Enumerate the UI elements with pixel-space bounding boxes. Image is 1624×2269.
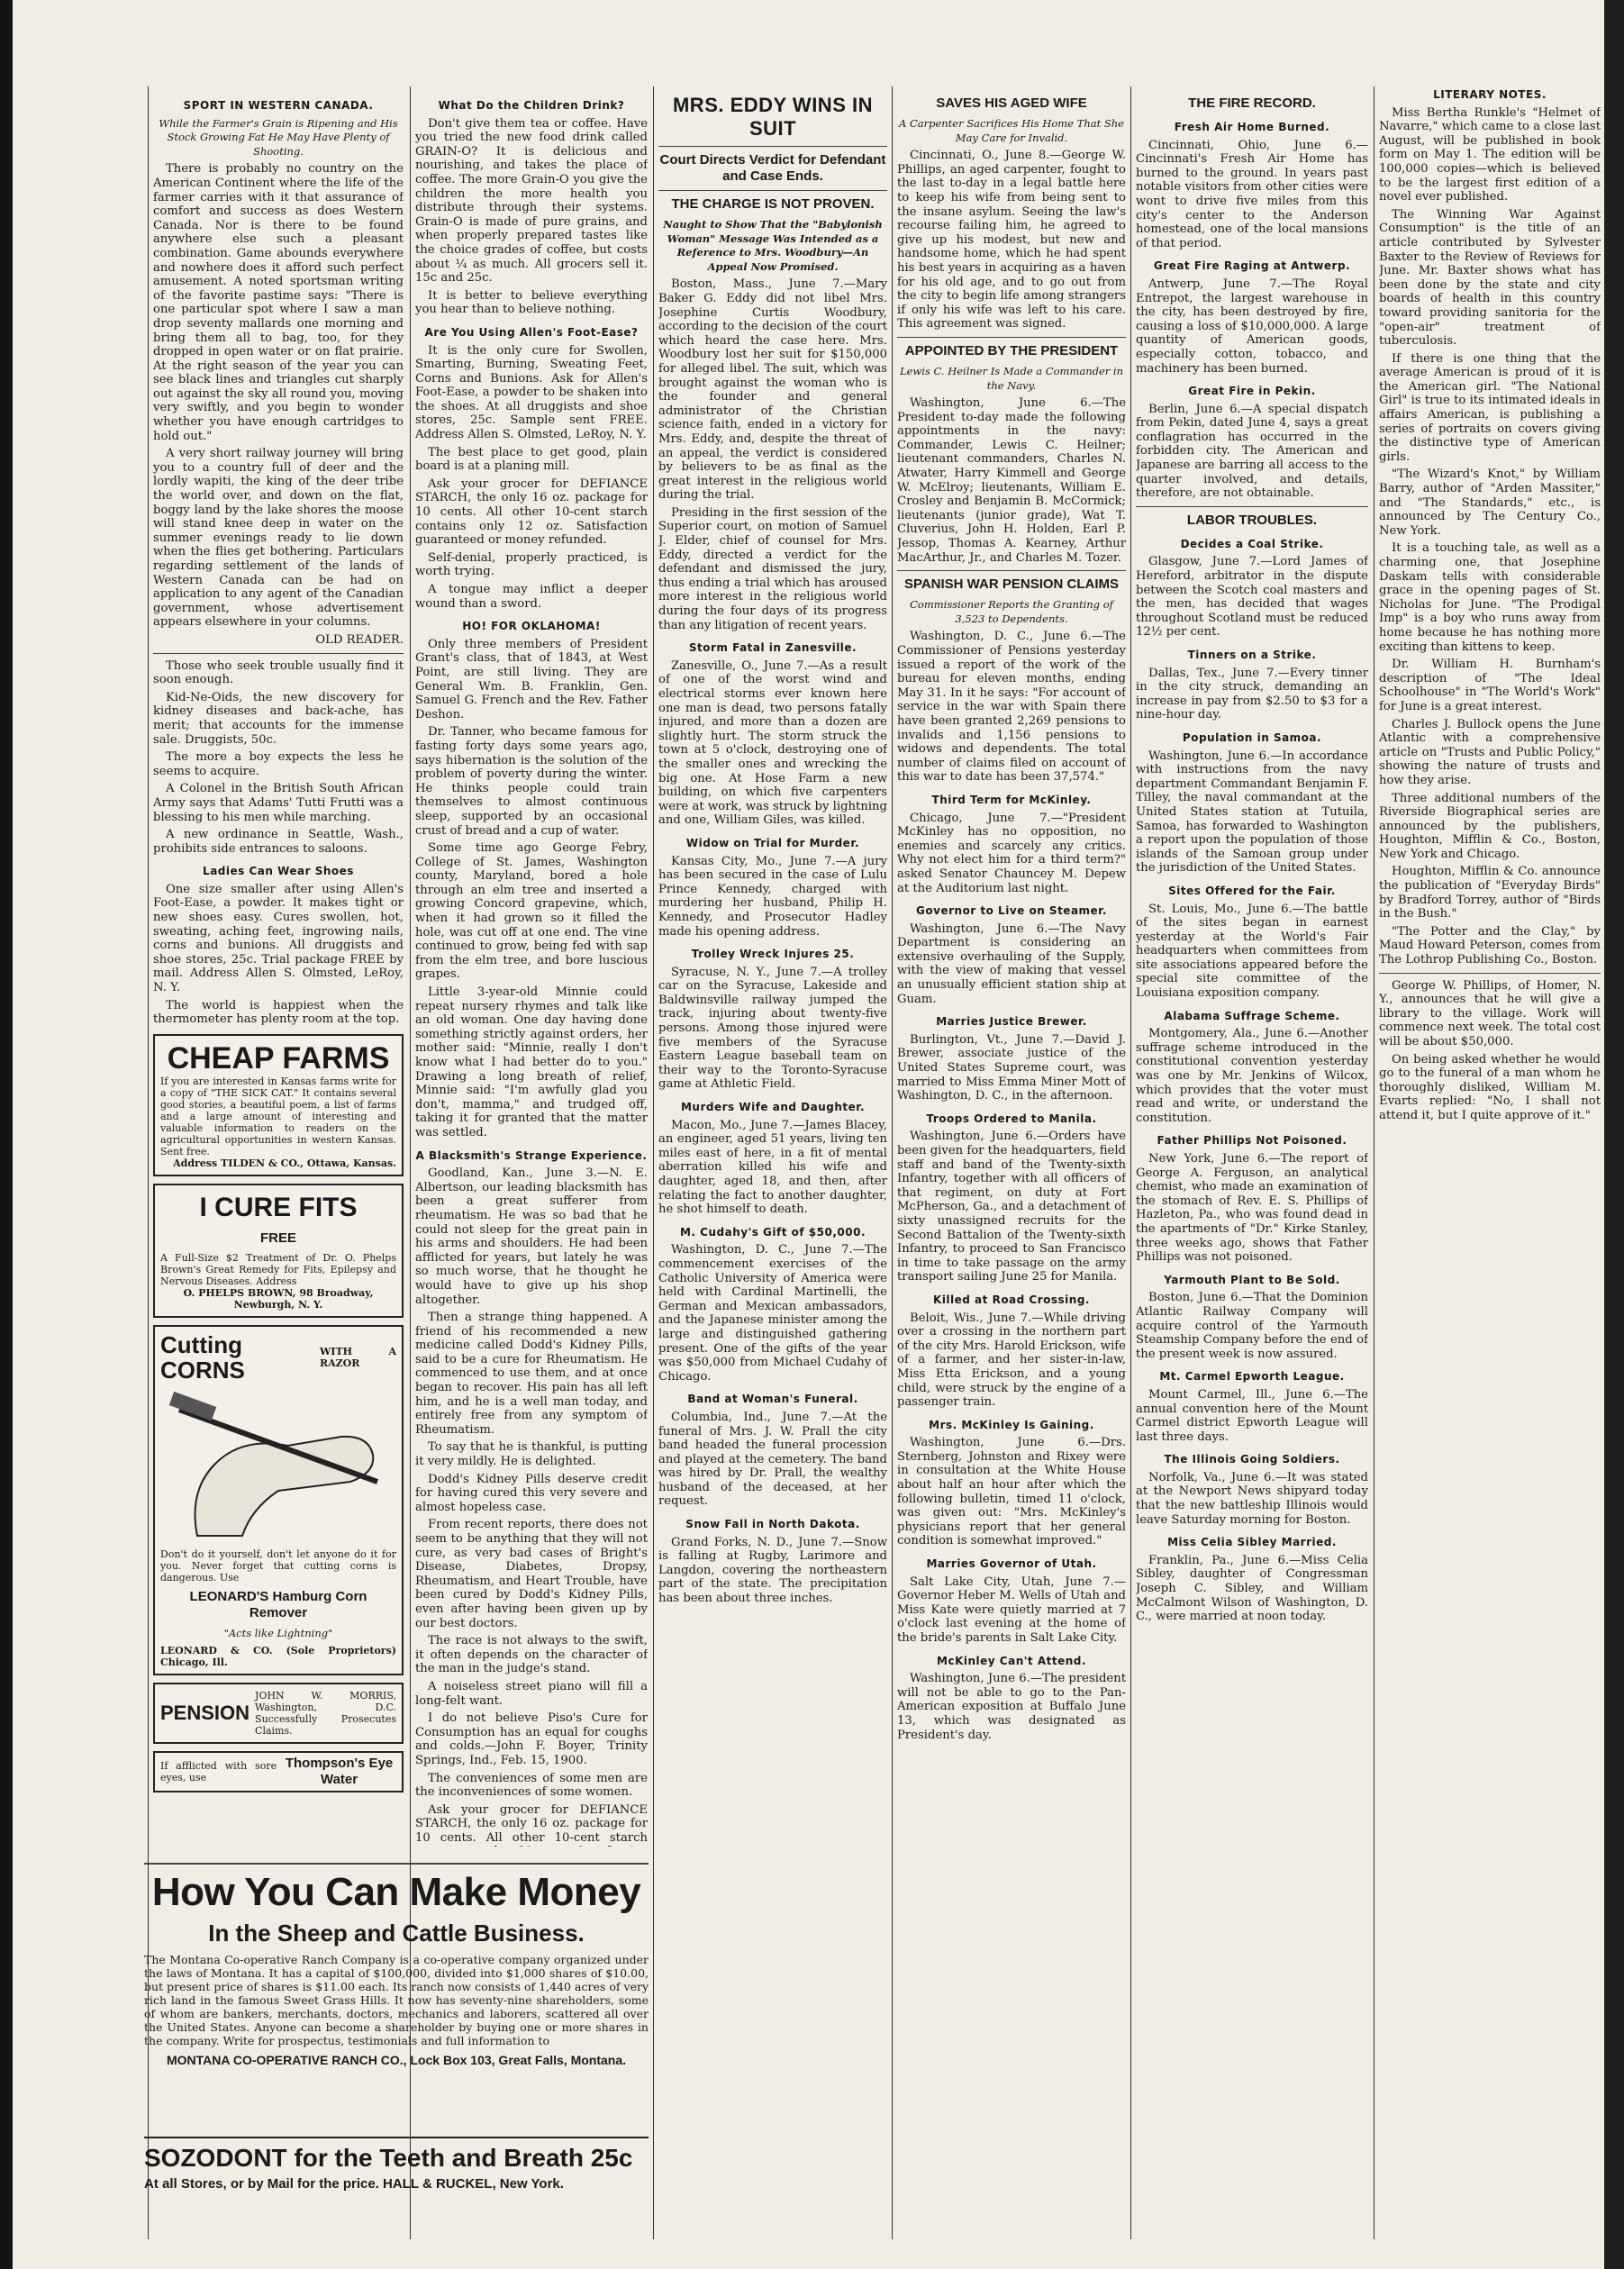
deck: Court Directs Verdict for Defendant and Case Ends. [659,152,886,184]
paragraph: A new ordinance in Seattle, Wash., prohibits side entrances to saloons. [153,828,404,856]
paragraph: Washington, June 6.—Drs. Sternberg, Johnston and Rixey were in consultation at the White House about half an hour after which the following bulletin, timed 11 o'clock, was given out: "Mrs. McKinley's physicians report that her general condition is somewhat improved." [897,1436,1126,1548]
paragraph: The Winning War Against Consumption" is the title of an article contributed by Sylvester Baxter to the Review of Reviews for June. Mr. Baxter shows what has been done by the state and city boards of health in this country toward providing sanitoria for the "open-air" treatment of tuberculosis. [1379,207,1601,349]
article-title: What Do the Children Drink? [438,99,625,112]
article-title: SPANISH WAR PENSION CLAIMS [903,576,1120,593]
divider [144,1863,649,1865]
paragraph: Montgomery, Ala., June 6.—Another suffrage scheme introduced in the constitutional convention yesterday was one by Mr. Jenkins of Wilcox, which provides that the voter must read and write, or understand the constitution. [1136,1027,1368,1125]
section-title: Decides a Coal Strike. [1180,537,1324,550]
ad-subtitle: WITH A RAZOR [319,1345,396,1369]
paragraph: The conveniences of some men are the inconveniences of some women. [415,1771,648,1800]
ad-text: A Full-Size $2 Treatment of Dr. O. Phelps Brown's Great Remedy for Fits, Epilepsy and Nervous Diseases. Address [160,1251,396,1287]
ad-text: JOHN W. MORRIS, Washington, D.C. Successfully Prosecutes Claims. [255,1690,396,1737]
column-rule [1374,86,1375,2239]
paragraph: There is probably no country on the American Continent where the life of the farmer carries with it that assurance of comfort and success as does Western Canada. Nor is there to be found anywhere else such a pleasant combination. Game abounds everywhere and nowhere does it afford such perfect amusement. A noted sportsman writing of the favorite pastime says: "There is one particular spot where I saw a man drop seventy mallards one morning and bring them all to bag, too, for they dropped in open water or on flat prairie. At the right season of the year you can see black lines and triangles cut sharply out against the sky all round you, moving very swiftly, and you begin to wonder whether you have enough cartridges to hold out." [153,162,404,443]
paragraph: Then a strange thing happened. A friend of his recommended a new medicine called Dodd's Kidney Pills, said to be a cure for Rheumatism. He commenced to use them, and at once began to recover. His pain has all left him, and he is a well man today, and entirely free from any symptom of Rheumatism. [415,1311,648,1437]
ad-prefix: If afflicted with sore eyes, use [160,1760,277,1783]
ad-product: LEONARD'S Hamburg Corn Remover [189,1589,367,1621]
section-title: Widow on Trial for Murder. [685,836,860,849]
paragraph: From recent reports, there does not seem to be anything that they will not cure, as very bad cases of Bright's Disease, Diabetes, Dropsy, Rheumatism, and Heart Trouble, have been cured by Dodd's Kidney Pills, even after having been given up by our best doctors. [415,1518,648,1630]
paragraph: Little 3-year-old Minnie could repeat nursery rhymes and talk like an old woman. One day having done something strictly against orders, her mother said: "Minnie, really I don't know what I had better do to you." Drawing a long breath of relief, Minnie said: "I'm awfully glad you don't, mamma," and trudged off, taking it for granted that the matter was settled. [415,985,648,1139]
paragraph: Goodland, Kan., June 3.—N. E. Albertson, our leading blacksmith has been a great sufferer from rheumatism. He was so bad that he could not sleep for the great pain in his arms and shoulders. He had been afflicted for years, but lately he was so much worse, that he thought he would have to give up his shop altogether. [415,1166,648,1307]
ad-cure-fits [153,1184,404,1318]
article-title: LITERARY NOTES. [1433,88,1547,101]
paragraph: Burlington, Vt., June 7.—David J. Brewer, associate justice of the United States Supreme court, was married to Miss Emma Miner Mott of Washington, D. C., in the afternoon. [897,1032,1126,1103]
paragraph: Antwerp, June 7.—The Royal Entrepot, the largest warehouse in the city, has been destroyed by fire, causing a loss of $10,000,000. A large quantity of American goods, especially cotton, tobacco, and machinery has been burned. [1136,277,1368,376]
paragraph: On being asked whether he would go to the funeral of a man whom he thoroughly disliked, William M. Evarts replied: "No, I shall not attend it, but I quite approve of it." [1379,1052,1601,1122]
ad-eye-water [153,1751,404,1793]
paragraph: Glasgow, June 7.—Lord James of Hereford, arbitrator in the dispute between the Scotch coal masters and the men, has decided that wages throughout Scotland must be reduced 12½ per cent. [1136,555,1368,640]
ad-subtitle: FREE [259,1230,296,1246]
ad-title: I CURE FITS [199,1192,358,1222]
article-title: APPOINTED BY THE PRESIDENT [904,342,1119,359]
paragraph: Three additional numbers of the Riverside Biographical series are announced by the publishers, Houghton, Mifflin & Co., Boston, New York and Chicago. [1379,791,1601,861]
paragraph: The best place to get good, plain board is at a planing mill. [415,445,648,474]
section-title: Are You Using Allen's Foot-Ease? [424,325,639,339]
paragraph: A Colonel in the British South African Army says that Adams' Tutti Frutti was a blessing to his men while marching. [153,782,404,824]
divider [897,570,1126,571]
paragraph: A very short railway journey will bring you to a country full of deer and the lordly wapiti, the king of the deer tribe the world over, and down on the flat, boggy land by the lake shores the moose will stand knee deep in water on the summer evenings ready to lie down when the flies get bothering. Particulars regarding settlement of the lands of Western Canada can be had on application to any agent of the Canadian government, whose advertisement appears elsewhere in your columns. [153,447,404,630]
deck: THE CHARGE IS NOT PROVEN. [671,196,875,212]
paragraph: Boston, Mass., June 7.—Mary Baker G. Eddy did not libel Mrs. Josephine Curtis Woodbury, according to the decision of the court which heard the case here. Mrs. Woodbury lost her suit for $150,000 for alleged libel. The suit, which was brought against the woman who is the founder and general administrator of the Christian science faith, ended in a victory for Mrs. Eddy, and, despite the threat of an appeal, the verdict is considered by believers to be as final as the great interest in the religious world during the trial. [658,277,887,503]
paragraph: Franklin, Pa., June 6.—Miss Celia Sibley, daughter of Congressman Joseph C. Sibley, and William McCalmont Wilson of Washington, D. C., were married at noon today. [1136,1553,1368,1624]
paragraph: Miss Bertha Runkle's "Helmet of Navarre," which came to a close last August, will be published in book form on May 1. The edition will be 100,000 copies—which is believed to be the largest first edition of a novel ever published. [1379,105,1601,204]
paragraph: A noiseless street piano will fill a long-felt want. [415,1679,648,1708]
ad-address: Address TILDEN & CO., Ottawa, Kansas. [173,1157,396,1169]
paragraph: Kansas City, Mo., June 7.—A jury has been secured in the case of Lulu Prince Kennedy, charged with murdering her husband, Philip H. Kennedy, and Prosecutor Hadley made his opening address. [658,854,887,939]
section-title: Marries Justice Brewer. [936,1015,1087,1029]
paragraph: Washington, June 6.—The President to-day made the following appointments in the navy: Commander, Lewis C. Heilner; lieutenant commanders, Charles N. Atwater, Harry Kimmell and George W. McElroy; lieutenants, William E. Crosley and Benjamin B. McCormick; lieutenants (junior grade), Wat T. Cluverius, John H. Holden, Earl P. Jessop, Thomas A. Kearney, Arthur MacArthur, Jr., and Charles M. Tozer. [897,396,1126,565]
article-title: LABOR TROUBLES. [1186,512,1318,528]
section-title: Alabama Suffrage Scheme. [1164,1009,1340,1022]
signature: OLD READER. [315,632,404,647]
ad-title: Thompson's Eye Water [285,1756,394,1787]
paragraph: George W. Phillips, of Homer, N. Y., announces that he will give a library to the village. Work will commence next week. The total cost will be about $50,000. [1379,978,1601,1048]
divider [1136,506,1368,507]
section-title: Trolley Wreck Injures 25. [691,948,855,961]
paragraph: Some time ago George Febry, College of St. James, Washington county, Maryland, bored a hole through an elm tree and inserted a growing Concord grapevine, which, when it had grown so it filled the hole, was cut off at one end. The vine continued to grow, being fed with sap from the elm tree, and bore luscious grapes. [415,841,648,982]
ad-address: LEONARD & CO. (Sole Proprietors) Chicago, Ill. [160,1645,396,1668]
paragraph: St. Louis, Mo., June 6.—The battle of the sites began in earnest yesterday at the World's Fair headquarters when committees from site associations appeared before the special site committee of the Louisiana exposition company. [1136,902,1368,1001]
section-title: Mrs. McKinley Is Gaining. [929,1418,1094,1431]
section-title: Great Fire Raging at Antwerp. [1153,259,1351,273]
razor-foot-illustration-icon [160,1383,396,1545]
section-title: Population in Samoa. [1182,731,1322,744]
column-1 [153,90,404,1829]
ad-title: SOZODONT for the Teeth and Breath 25c [144,2144,633,2172]
section-title: A Blacksmith's Strange Experience. [415,1148,648,1162]
section-title: HO! FOR OKLAHOMA! [462,620,601,633]
article-subtitle: While the Farmer's Grain is Ripening and His Stock Growing Fat He May Have Plenty of Shooting. [159,116,398,158]
paragraph: A tongue may inflict a deeper wound than a sword. [415,583,648,611]
paragraph: New York, June 6.—The report of George A. Ferguson, an analytical chemist, who made an examination of the stomach of Rev. E. S. Phillips of Hazleton, Pa., who was found dead in the apartments of "Dr." Kirke Stanley, three weeks ago, shows that Father Phillips was not poisoned. [1136,1152,1368,1265]
ad-subtitle: In the Sheep and Cattle Business. [208,1920,585,1947]
paragraph: Dallas, Tex., June 7.—Every tinner in the city struck, demanding an increase in pay from $2.50 to $3 for a nine-hour day. [1136,666,1368,722]
deck: Naught to Show That the "Babylonish Woman" Message Was Intended as a Reference to Mrs. Woodbury—An Appeal Now Promised. [663,218,883,273]
section-title: Band at Woman's Funeral. [687,1393,858,1406]
paragraph: Boston, June 6.—That the Dominion Atlantic Railway Company will acquire control of the Yarmouth Steamship Company before the end of the present week is now assured. [1136,1291,1368,1361]
article-title: SPORT IN WESTERN CANADA. [183,99,374,112]
ad-address: O. PHELPS BROWN, 98 Broadway, Newburgh, N. Y. [183,1286,374,1311]
divider [658,146,887,147]
paragraph: Washington, June 6.—The Navy Department is considering an extensive overhauling of the Supply, with the view of making that vessel an unusually efficient station ship at Guam. [897,921,1126,1006]
section-title: Fresh Air Home Burned. [1174,121,1330,133]
column-6 [1379,79,1601,2214]
section-title: Storm Fatal in Zanesville. [688,641,857,655]
paragraph: Charles J. Bullock opens the June Atlantic with a comprehensive article on "Trusts and Public Policy," showing the nature of trusts and how they arise. [1379,717,1601,787]
ad-title: PENSION [160,1702,250,1725]
section-title: Miss Celia Sibley Married. [1167,1536,1337,1549]
paragraph: It is a touching tale, as well as a charming one, that Josephine Daskam tells with considerable grace in the opening pages of St. Nicholas for June. "The Prodigal Imp" is a boy who runs away from home because he has nothing more exciting than kittens to keep. [1379,541,1601,654]
section-title: Third Term for McKinley. [931,793,1092,806]
paragraph: It is better to believe everything you hear than to believe nothing. [415,288,648,317]
ad-corn-remover [153,1325,404,1675]
paragraph: "The Potter and the Clay," by Maud Howard Peterson, comes from The Lothrop Publishing Co., Boston. [1379,924,1601,967]
column-rule [892,86,893,2239]
paragraph: Only three members of President Grant's class, that of 1843, at West Point, are still living. They are General Wm. B. Franklin, Gen. Samuel G. French and the Rev. Father Deshon. [415,637,648,722]
page-edge-right [1604,0,1624,2269]
paragraph: Zanesville, O., June 7.—As a result of one of the worst wind and electrical storms ever known here one man is dead, two persons fatally injured, and more than a dozen are slightly hurt. The storm struck the town at 5 o'clock, destroying one of the smaller ones and wrecking the big one. At Hose Farm a new building, on which five carpenters were at work, was struck by lightning and one, William Giles, was killed. [658,658,887,828]
paragraph: Columbia, Ind., June 7.—At the funeral of Mrs. J. W. Prall the city band headed the funeral procession and played at the cemetery. The band was hired by Dr. Prall, the wealthy husband of the deceased, at her request. [658,1410,887,1509]
paragraph: The more a boy expects the less he seems to acquire. [153,750,404,778]
ad-title: Cutting CORNS [160,1330,245,1384]
section-title: Tinners on a Strike. [1187,649,1317,661]
section-title: Yarmouth Plant to Be Sold. [1164,1273,1340,1286]
paragraph: Berlin, June 6.—A special dispatch from Pekin, dated June 4, says a great conflagration has occurred in the forbidden city. The American and Japanese are barring all access to the quarter involved, and details, therefore, are not obtainable. [1136,402,1368,501]
section-title: The Illinois Going Soldiers. [1164,1453,1340,1466]
paragraph: Syracuse, N. Y., June 7.—A trolley car on the Syracuse, Lakeside and Baldwinsville railway jumped the track, injuring about twenty-five persons. Among those injured were five members of the Syracuse Eastern League baseball team on their way to the Toronto-Syracuse game at Athletic Field. [658,965,887,1092]
article-subtitle: Commissioner Reports the Granting of 3,523 to Dependents. [910,598,1113,625]
paragraph: Kid-Ne-Oids, the new discovery for kidney diseases and back-ache, has merit; that accounts for the immense sale. Druggists, 50c. [153,690,404,747]
paragraph: It is the only cure for Swollen, Smarting, Burning, Sweating Feet, Corns and Bunions. Ask for Allen's Foot-Ease, a powder to be shaken into the shoes. At all druggists and shoe stores, 25c. Sample sent FREE. Address Allen S. Olmsted, LeRoy, N. Y. [415,343,648,442]
ad-address: MONTANA CO-OPERATIVE RANCH CO., Lock Box 103, Great Falls, Montana. [166,2053,627,2067]
paragraph: I do not believe Piso's Cure for Consumption has an equal for coughs and colds.—John F. Boyer, Trinity Springs, Ind., Feb. 15, 1900. [415,1711,648,1767]
page-edge-left [0,0,13,2269]
paragraph: Ask your grocer for DEFIANCE STARCH, the only 16 oz. package for 10 cents. All other 10-cent starch contains only 12 oz. Satisfaction guaranteed or money refunded. [415,476,648,548]
article-subtitle: Lewis C. Heilner Is Made a Commander in the Navy. [899,364,1124,392]
section-title: Father Phillips Not Poisoned. [1157,1134,1347,1148]
ad-sozodont [144,2137,649,2192]
paragraph: Washington, D. C., June 7.—The commencement exercises of the Catholic University of America were held with Cardinal Martinelli, the German and Mexican ambassadors, and the Japanese minister among the large and distinguished gathering present. One of the gifts of the year was $50,000 from Michael Cudahy of Chicago. [658,1243,887,1384]
divider [897,337,1126,338]
paragraph: Houghton, Mifflin & Co. announce the publication of "Everyday Birds" by Bradford Torrey, author of "Birds in the Bush." [1379,865,1601,921]
section-title: Killed at Road Crossing. [933,1293,1090,1306]
ad-text: The Montana Co-operative Ranch Company is a co-operative company organized under the laws of Montana. It has a capital of $100,000, divided into $1,000 shares of $10.00, but present price of shares is $11.00 each. Its ranch now consists of 1,440 acres of very rich land in the famous Sweet Grass Hills. It now has seventy-nine shareholders, some of whom are bankers, merchants, doctors, mechanics and laborers, scattered all over the United States. Anyone can become a shareholder by buying one or more shares in the company. Write for prospectus, testimonials and full information to [144,1953,649,2047]
section-title: Troops Ordered to Manila. [926,1112,1097,1125]
section-title: Ladies Can Wear Shoes [203,865,354,878]
paragraph: Salt Lake City, Utah, June 7.—Governor Heber M. Wells of Utah and Miss Kate were quietly married at 7 o'clock last evening at the home of the bride's parents in Salt Lake City. [897,1575,1126,1645]
ad-text: If you are interested in Kansas farms write for a copy of "THE SICK CAT." It contains several good stories, a beautiful poem, a list of farms and a large amount of interesting and valuable information to readers on the agricultural opportunities in western Kansas. Sent free. [160,1075,396,1157]
ad-tagline: "Acts like Lightning" [223,1627,333,1640]
paragraph: Washington, D. C., June 6.—The Commissioner of Pensions yesterday issued a report of the work of the bureau for eleven months, ending May 31. In it he says: "For account of service in the war with Spain there have been granted 2,269 pensions to invalids and 1,156 pensions to widows and dependents. The total number of claims filed on account of this war to date has been 37,574." [897,630,1126,785]
ad-title: CHEAP FARMS [167,1040,390,1076]
ad-make-money [144,1857,649,2067]
section-title: M. Cudahy's Gift of $50,000. [679,1225,866,1239]
divider [1379,973,1601,974]
paragraph: Washington, June 6.—The president will not be able to go to the Pan-American exposition at Buffalo June 13, which was designated as President's day. [897,1672,1126,1742]
paragraph: Cincinnati, O., June 8.—George W. Phillips, an aged carpenter, fought to the last to-day in a legal battle here to keep his wife from being sent to the insane asylum. Seeing the law's recourse failing him, he agreed to give up his modest, but new and handsome home, which he had spent his best years in acquiring as a haven for his old age, and to go out from the city to begin life among strangers if only his wife was left to his care. This agreement was signed. [897,149,1126,331]
divider [658,190,887,191]
section-title: Governor to Live on Steamer. [916,904,1107,918]
column-rule [1130,86,1131,2239]
ad-subtitle: At all Stores, or by Mail for the price. HALL & RUCKEL, New York. [144,2176,564,2192]
column-2 [415,90,648,1847]
paragraph: The race is not always to the swift, it often depends on the character of the man in the judge's stand. [415,1634,648,1676]
paragraph: "The Wizard's Knot," by William Barry, author of "Arden Massiter," and "The Standards," etc., is announced by The Century Co., New York. [1379,467,1601,538]
section-title: Great Fire in Pekin. [1188,385,1316,398]
section-title: Mt. Carmel Epworth League. [1159,1370,1345,1384]
ad-cheap-farms [153,1034,404,1176]
section-title: Murders Wife and Daughter. [680,1101,866,1114]
paragraph: The world is happiest when the thermometer has plenty room at the top. [153,998,404,1027]
paragraph: Ask your grocer for DEFIANCE STARCH, the only 16 oz. package for 10 cents. All other 10-cent starch [415,1802,648,1845]
headline: MRS. EDDY WINS IN SUIT [672,94,873,140]
article-subtitle: A Carpenter Sacrifices His Home That She May Care for Invalid. [899,117,1124,144]
section-title: Marries Governor of Utah. [926,1557,1097,1571]
ad-text: Don't do it yourself, don't let anyone do it for you. Never forget that cutting corns is dangerous. Use [160,1548,396,1584]
paragraph: Dr. William H. Burnham's description of "The Ideal Schoolhouse" in "The World's Work" for June is a great interest. [1379,658,1601,713]
paragraph: Chicago, June 7.—"President McKinley has no opposition, no enemies and scarcely any critics. Why not elect him for a third term?" asked Senator Chauncey M. Depew at the Auditorium last night. [897,811,1126,895]
paragraph: To say that he is thankful, is putting it very mildly. He is delighted. [415,1440,648,1469]
section-title: Sites Offered for the Fair. [1168,884,1336,897]
section-title: Snow Fall in North Dakota. [685,1518,860,1531]
paragraph: Beloit, Wis., June 7.—While driving over a crossing in the northern part of the city Mrs. Harold Erickson, wife of a farmer, and her sister-in-law, Miss Etta Erickson, and a young child, were struck by the engine of a passenger train. [897,1311,1126,1410]
column-3 [658,90,887,2225]
paragraph: Macon, Mo., June 7.—James Blacey, an engineer, aged 51 years, living ten miles east of here, in a fit of mental aberration killed his wife and daughter, aged 18, and then, after relating the fact to another daughter, he shot himself to death. [658,1118,887,1217]
paragraph: Grand Forks, N. D., June 7.—Snow is falling at Rugby, Larimore and Langdon, covering the northeastern part of the state. The precipitation has been about three inches. [658,1535,887,1606]
paragraph: Those who seek trouble usually find it soon enough. [153,658,404,687]
section-title: McKinley Can't Attend. [937,1654,1086,1667]
article-title: SAVES HIS AGED WIFE [936,95,1087,111]
paragraph: If there is one thing that the average American is proud of it is the American girl. "The National Girl" is true to its intimated ideals in affairs American, is publishing a series of portraits on covers giving the distinctive type of American girls. [1379,351,1601,464]
paragraph: Dodd's Kidney Pills deserve credit for having cured this very severe and almost hopeless case. [415,1472,648,1514]
paragraph: Norfolk, Va., June 6.—It was stated at the Newport News shipyard today that the new battleship Illinois would leave Saturday morning for Boston. [1136,1470,1368,1527]
paragraph: Washington, June 6.—In accordance with instructions from the navy department Commandant Benjamin F. Tilley, the naval commandant at the United States station at Tutuila, Samoa, has forwarded to Washington a report upon the population of those islands of the Samoan group under the jurisdiction of the United States. [1136,749,1368,876]
paragraph: Presiding in the first session of the Superior court, on motion of Samuel J. Elder, chief of counsel for Mrs. Eddy, directed a verdict for the defendant and dismissed the jury, thus ending a trial which has aroused more interest in the religious world during the four days of its progress than any litigation of recent years. [658,505,887,632]
paragraph: Don't give them tea or coffee. Have you tried the new food drink called GRAIN-O? It is delicious and nourishing, and takes the place of coffee. The more Grain-O you give the children the more health you distribute through their systems. Grain-O is made of pure grains, and when properly prepared tastes like the choice grades of coffee, but costs about ¼ as much. All grocers sell it. 15c and 25c. [415,116,648,286]
column-rule [653,86,654,2239]
paragraph: One size smaller after using Allen's Foot-Ease, a powder. It makes tight or new shoes easy. Cures swollen, hot, sweating, aching feet, ingrowing nails, corns and bunions. All druggists and shoe stores, 25c. Trial package FREE by mail. Address Allen S. Olmsted, LeRoy, N. Y. [153,882,404,995]
paragraph: Self-denial, properly practiced, is worth trying. [415,550,648,579]
column-4 [897,90,1126,2225]
divider [153,653,404,654]
paragraph: Mount Carmel, Ill., June 6.—The annual convention here of the Mount Carmel district Epworth League will last three days. [1136,1387,1368,1444]
column-5 [1136,90,1368,2225]
paragraph: Cincinnati, Ohio, June 6.—Cincinnati's Fresh Air Home has burned to the ground. In years past notable visitors from other cities were wont to drive five miles from this city's center to the Anderson homestead, one of the local mansions of that period. [1136,138,1368,250]
ad-title: How You Can Make Money [151,1870,641,1914]
paragraph: Dr. Tanner, who became famous for fasting forty days some years ago, says hibernation is the solution of the problem of poverty during the winter. He thinks people could train themselves to almost continuous sleep, supported by an occasional crust of bread and a cup of water. [415,725,648,838]
ad-pension [153,1683,404,1744]
paragraph: Washington, June 6.—Orders have been given for the headquarters, field staff and band of the Twenty-sixth Infantry, together with all officers of that regiment, on duty at Fort McPherson, Ga., and a detachment of sixty unassigned recruits for the Second Battalion of the Twenty-sixth Infantry, to proceed to San Francisco in time to take passage on the army transport sailing June 25 for Manila. [897,1130,1126,1284]
article-title: THE FIRE RECORD. [1188,95,1316,111]
